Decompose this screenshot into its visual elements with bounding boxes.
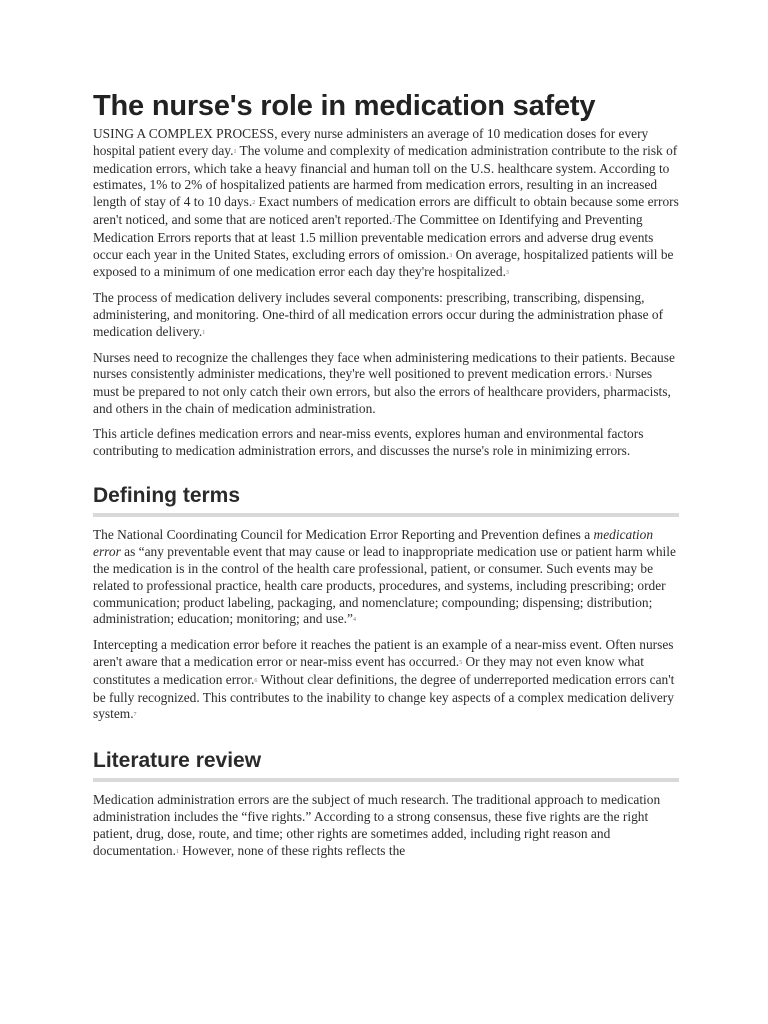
paragraph bbox=[93, 527, 679, 629]
emphasized-term: medication error bbox=[93, 527, 654, 560]
article-title: The nurse's role in medication safety bbox=[93, 90, 596, 122]
reference-link[interactable]: 1 bbox=[202, 329, 206, 336]
text-run: Intercepting a medication error before it reaches the patient is an example of a near-miss event. Often nurses aren't aware that a medication error or near-miss event has occurred. bbox=[93, 637, 674, 669]
reference-link[interactable]: 1 bbox=[233, 148, 237, 155]
paragraph bbox=[93, 126, 679, 282]
paragraph bbox=[93, 426, 679, 460]
text-run: USING A COMPLEX PROCESS, every nurse administers an average of 10 medication doses for every hospital patient every day. bbox=[93, 126, 649, 158]
reference-link[interactable]: 2 bbox=[252, 200, 256, 207]
text-run: Or they may not even know what constitutes a medication error. bbox=[93, 653, 644, 687]
article bbox=[93, 88, 679, 868]
text-run: as “any preventable event that may cause or lead to inappropriate medication use or patient harm while the medication is in the control of the health care professional, patient, or consumer. Such events may be related to professional practice, health care products, procedures, and systems, including prescribing; order communication; product labeling, packaging, and nomenclature; compounding; dispensing; distribution; administration; education; monitoring; and use.” bbox=[93, 544, 676, 627]
section bbox=[93, 483, 679, 724]
reference-link[interactable]: 1 bbox=[175, 848, 179, 855]
reference-link[interactable]: 1 bbox=[608, 372, 612, 379]
paragraph bbox=[93, 290, 679, 341]
article-sections bbox=[93, 483, 679, 860]
text-run: Nurses need to recognize the challenges they face when administering medications to their patients. Because nurses consistently administer medications, they're well positioned to prevent medication errors. bbox=[93, 349, 675, 382]
section-heading: Literature review bbox=[93, 748, 679, 782]
reference-link[interactable]: 3 bbox=[505, 270, 509, 277]
text-run: On average, hospitalized patients will be exposed to a minimum of one medication error each day they're hospitalized. bbox=[93, 246, 674, 280]
text-run: Nurses must be prepared to not only catch their own errors, but also the errors of healthcare providers, pharmacists, and others in the chain of medication administration. bbox=[93, 366, 671, 416]
article-intro bbox=[93, 126, 679, 459]
section-heading: Defining terms bbox=[93, 483, 679, 517]
text-run: However, none of these rights reflects the bbox=[178, 842, 406, 858]
reference-link[interactable]: 7 bbox=[133, 712, 137, 719]
paragraph bbox=[93, 350, 679, 418]
text-run: The National Coordinating Council for Medication Error Reporting and Prevention defines a bbox=[93, 527, 594, 543]
paragraph bbox=[93, 637, 679, 724]
text-run: Exact numbers of medication errors are difficult to obtain because some errors aren't noticed, and some that are noticed aren't reported. bbox=[93, 194, 679, 227]
text-run: Medication administration errors are the subject of much research. The traditional approach to medication administration includes the “five rights.” According to a strong consensus, these five rights are the right patient, drug, dose, route, and time; other rights are sometimes added, including right reason and documentation. bbox=[93, 792, 661, 858]
paragraph bbox=[93, 792, 679, 860]
reference-link[interactable]: 3 bbox=[449, 252, 453, 259]
reference-link[interactable]: 2 bbox=[392, 217, 396, 224]
text-run: The process of medication delivery includes several components: prescribing, transcribing, dispensing, administering, and monitoring. One-third of all medication errors occur during the administration phase of medication delivery. bbox=[93, 290, 664, 339]
reference-link[interactable]: 5 bbox=[459, 659, 463, 666]
text-run: Without clear definitions, the degree of underreported medication errors can't be fully recognized. This contributes to the inability to change key aspects of a complex medication delivery system. bbox=[93, 671, 675, 722]
reference-link[interactable]: 4 bbox=[352, 617, 356, 624]
section bbox=[93, 748, 679, 860]
text-run: The Committee on Identifying and Preventing Medication Errors reports that at least 1.5 million preventable medication errors and adverse drug events occur each year in the United States, excluding errors of omission. bbox=[93, 211, 654, 262]
reference-link[interactable]: 6 bbox=[254, 677, 258, 684]
text-run: This article defines medication errors and near-miss events, explores human and environmental factors contributing to medication administration errors, and discusses the nurse's role in minimizing errors. bbox=[93, 425, 644, 458]
text-run: The volume and complexity of medication administration contribute to the risk of medication errors, which take a heavy financial and human toll on the U.S. healthcare system. According to estimates, 1% to 2% of hospitalized patients are harmed from medication errors, resulting in an increased length of stay of 4 to 10 days. bbox=[93, 142, 678, 210]
